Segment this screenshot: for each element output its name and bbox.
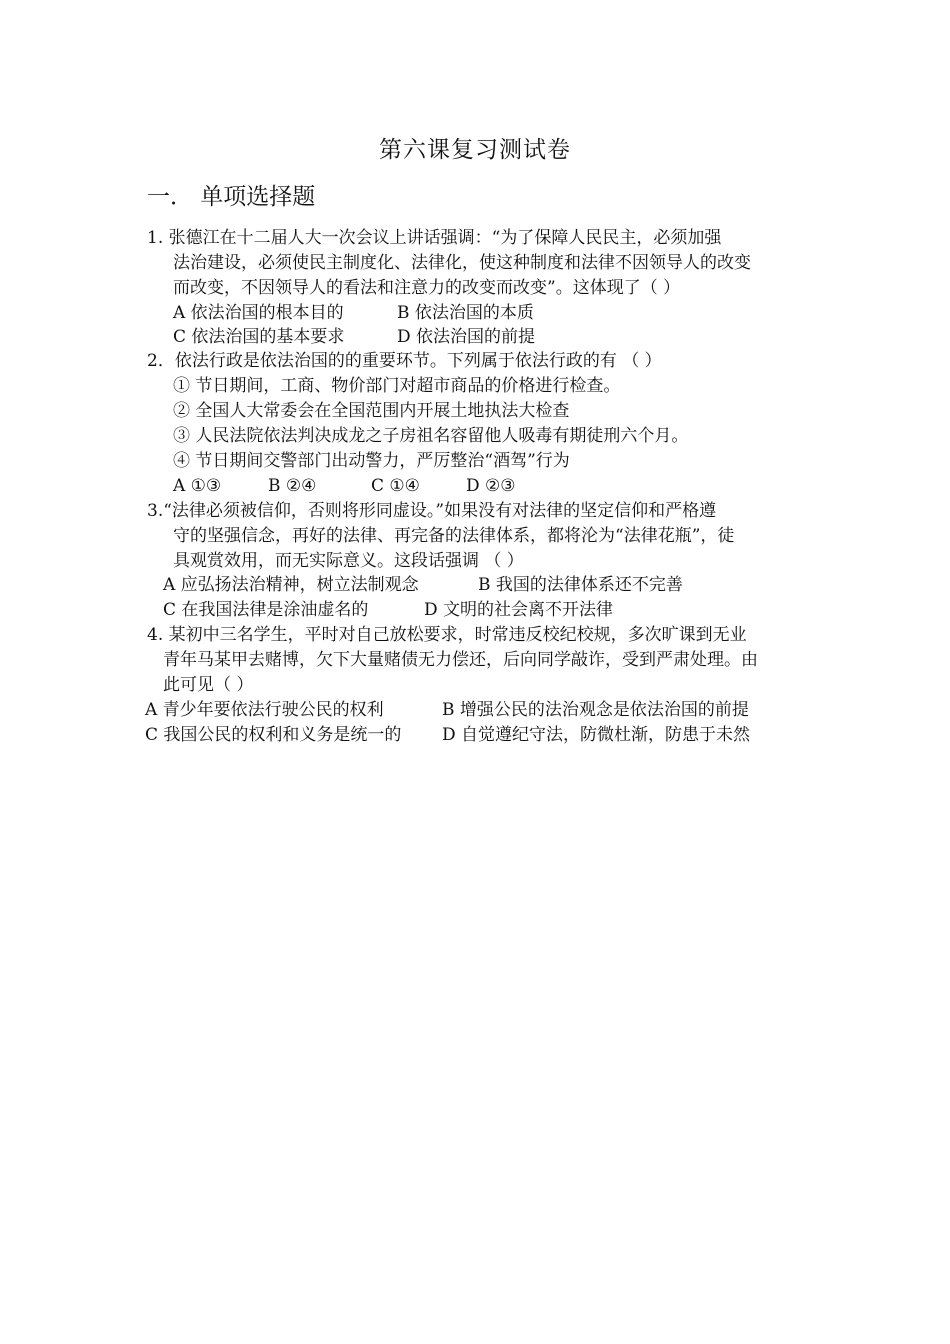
question-4-option-b: B 增强公民的法治观念是依法治国的前提: [442, 700, 749, 720]
question-4-line-3: 此可见（ ）: [163, 675, 254, 695]
question-1-option-a: A 依法治国的根本目的: [173, 303, 344, 323]
question-1-line-3: 而改变，不因领导人的看法和注意力的改变而改变”。这体现了（ ）: [173, 278, 681, 298]
question-3-option-b: B 我国的法律体系还不完善: [478, 575, 683, 595]
section-heading: 一． 单项选择题: [147, 184, 316, 210]
question-2-option-c: C ①④: [371, 476, 420, 496]
question-3-option-d: D 文明的社会离不开法律: [424, 600, 614, 620]
question-3-line-1: 3.“法律必须被信仰，否则将形同虚设。”如果没有对法律的坚定信仰和严格遵: [147, 501, 717, 521]
question-4-option-d: D 自觉遵纪守法，防微杜渐，防患于未然: [442, 725, 751, 745]
question-4-option-c: C 我国公民的权利和义务是统一的: [145, 725, 402, 745]
question-1-option-d: D 依法治国的前提: [397, 327, 536, 347]
question-1-option-b: B 依法治国的本质: [397, 303, 534, 323]
question-3-line-3: 具观赏效用，而无实际意义。这段话强调 （ ）: [173, 551, 524, 571]
question-3-line-2: 守的坚强信念，再好的法律、再完备的法律体系，都将沦为“法律花瓶”，徒: [173, 526, 735, 546]
question-4-line-2: 青年马某甲去赌博，欠下大量赌债无力偿还，后向同学敲诈，受到严肃处理。由: [163, 650, 758, 670]
question-3-option-a: A 应弘扬法治精神，树立法制观念: [163, 575, 419, 595]
question-2-option-d: D ②③: [466, 476, 516, 496]
question-1-line-2: 法治建设，必须使民主制度化、法律化，使这种制度和法律不因领导人的改变: [173, 253, 751, 273]
question-2-item-1: ① 节日期间，工商、物价部门对超市商品的价格进行检查。: [173, 376, 621, 396]
question-2-item-3: ③ 人民法院依法判决成龙之子房祖名容留他人吸毒有期徒刑六个月。: [173, 426, 689, 446]
question-3-option-c: C 在我国法律是涂油虚名的: [163, 600, 369, 620]
question-2-option-b: B ②④: [268, 476, 317, 496]
question-4-line-1: 4. 某初中三名学生，平时对自己放松要求，时常违反校纪校规，多次旷课到无业: [147, 625, 747, 645]
page-title: 第六课复习测试卷: [379, 137, 571, 163]
question-2-stem: 2．依法行政是依法治国的的重要环节。下列属于依法行政的有 （ ）: [147, 351, 662, 371]
question-2-item-4: ④ 节日期间交警部门出动警力，严厉整治“酒驾”行为: [173, 451, 570, 471]
question-2-item-2: ② 全国人大常委会在全国范围内开展土地执法大检查: [173, 401, 570, 421]
question-1-option-c: C 依法治国的基本要求: [173, 327, 345, 347]
question-4-option-a: A 青少年要依法行驶公民的权利: [145, 700, 384, 720]
question-2-option-a: A ①③: [173, 476, 222, 496]
question-1-line-1: 1. 张德江在十二届人大一次会议上讲话强调：“为了保障人民民主，必须加强: [147, 228, 722, 248]
